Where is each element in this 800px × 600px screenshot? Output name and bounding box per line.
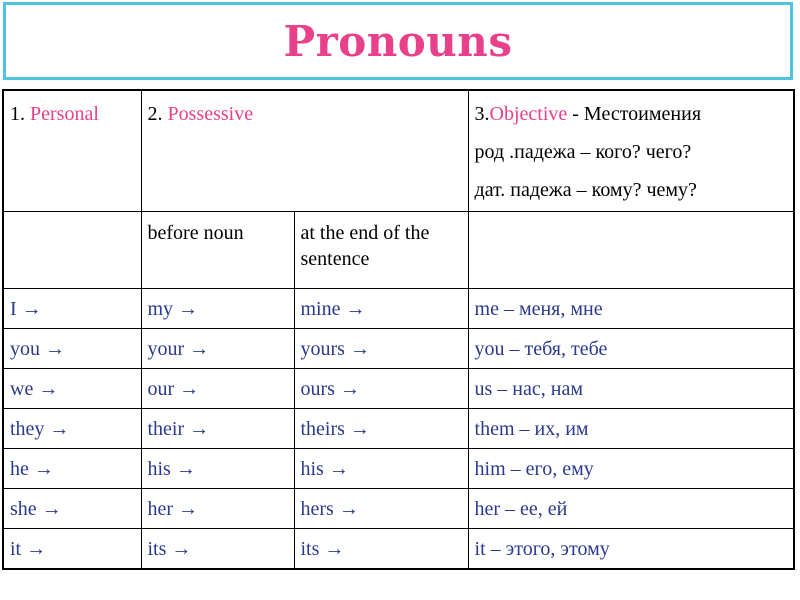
title-box	[3, 2, 793, 80]
table-row	[3, 449, 794, 489]
cell-objective: it – этого, этому	[468, 529, 794, 570]
pronouns-table	[2, 89, 795, 570]
header-objective-rest: - Местоимения	[567, 103, 702, 125]
table-row	[3, 329, 794, 369]
cell-objective: him – его, ему	[468, 449, 794, 489]
cell-personal: we →	[3, 369, 141, 409]
cell-before-noun: her →	[141, 489, 294, 529]
table-row	[3, 409, 794, 449]
header-objective-label: Objective	[489, 103, 568, 125]
table-row	[3, 489, 794, 529]
subheader-before-noun: before noun	[141, 212, 294, 289]
cell-end-of-sentence: his →	[294, 449, 468, 489]
cell-objective: her – ее, ей	[468, 489, 794, 529]
cell-end-of-sentence: mine →	[294, 289, 468, 329]
cell-personal: it →	[3, 529, 141, 570]
cell-before-noun: our →	[141, 369, 294, 409]
cell-end-of-sentence: hers →	[294, 489, 468, 529]
subheader-empty-2	[468, 212, 794, 289]
header-personal-label: Personal	[30, 103, 99, 125]
cell-before-noun: his →	[141, 449, 294, 489]
cell-objective: us – нас, нам	[468, 369, 794, 409]
subheader-end-of-sentence: at the end of the sentence	[294, 212, 468, 289]
cell-before-noun: your →	[141, 329, 294, 369]
cell-objective: them – их, им	[468, 409, 794, 449]
cell-end-of-sentence: theirs →	[294, 409, 468, 449]
header-possessive-num: 2.	[147, 103, 168, 125]
header-objective-line3: дат. падежа – кому? чему?	[474, 179, 697, 201]
header-row	[3, 90, 794, 212]
header-personal	[3, 90, 141, 212]
cell-personal: he →	[3, 449, 141, 489]
cell-before-noun: their →	[141, 409, 294, 449]
cell-personal: she →	[3, 489, 141, 529]
header-possessive-label: Possessive	[167, 103, 254, 125]
table-row	[3, 289, 794, 329]
header-objective-num: 3.	[474, 103, 490, 125]
cell-personal: they →	[3, 409, 141, 449]
subheader-row	[3, 212, 794, 289]
cell-objective: you – тебя, тебе	[468, 329, 794, 369]
table-row	[3, 529, 794, 570]
header-objective-line2: род .падежа – кого? чего?	[474, 141, 692, 163]
cell-before-noun: its →	[141, 529, 294, 570]
cell-end-of-sentence: its →	[294, 529, 468, 570]
cell-end-of-sentence: yours →	[294, 329, 468, 369]
subheader-empty-1	[3, 212, 141, 289]
cell-before-noun: my →	[141, 289, 294, 329]
table-row	[3, 369, 794, 409]
cell-personal: I →	[3, 289, 141, 329]
header-possessive	[141, 90, 468, 212]
page-title: Pronouns	[283, 16, 513, 66]
header-objective	[468, 90, 794, 212]
header-personal-num: 1.	[10, 103, 30, 125]
cell-objective: me – меня, мне	[468, 289, 794, 329]
cell-personal: you →	[3, 329, 141, 369]
cell-end-of-sentence: ours →	[294, 369, 468, 409]
